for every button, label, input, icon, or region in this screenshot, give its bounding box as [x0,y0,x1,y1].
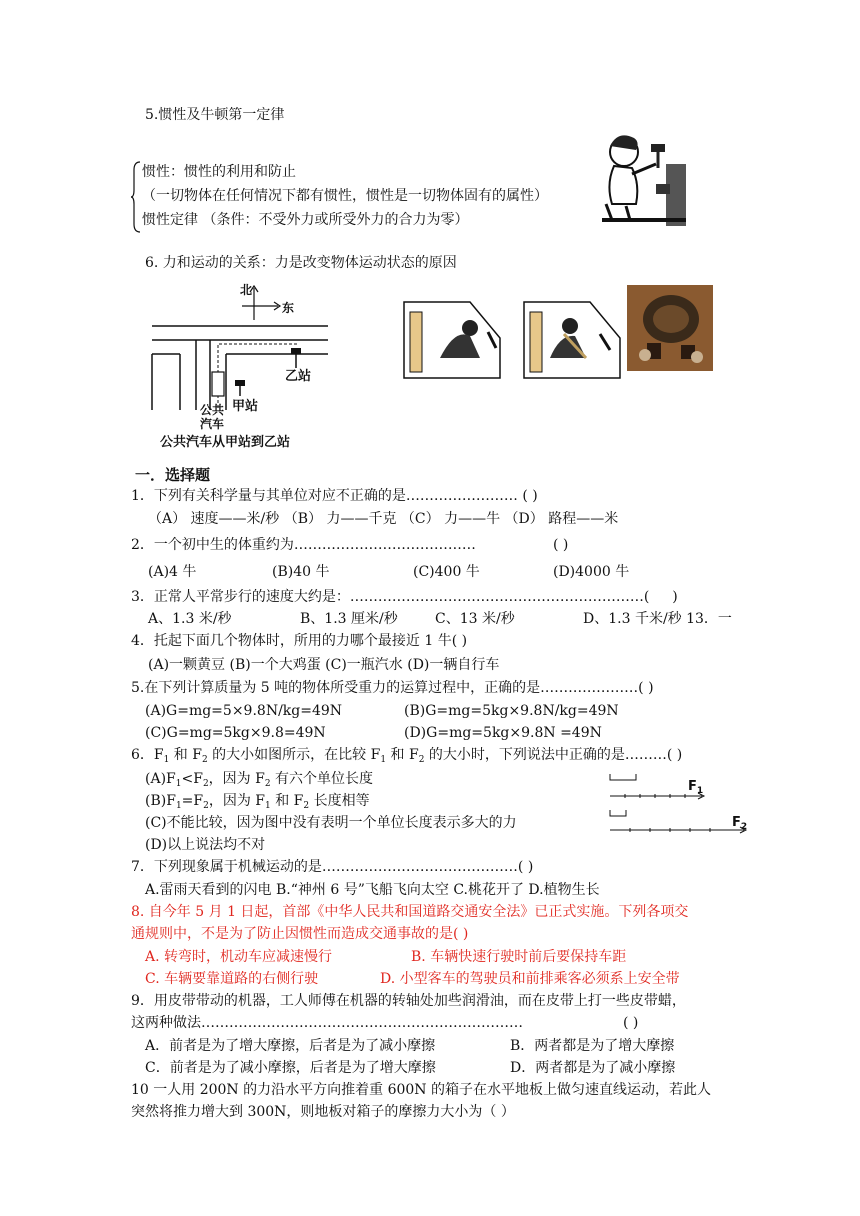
inertia-law-line: 惯性定律 （条件：不受外力或所受外力的合力为零） [142,212,469,228]
q10-stem-line2: 突然将推力增大到 300N，则地板对箱子的摩擦力大小为（ ） [131,1104,515,1120]
car-driver-illustration-1 [400,298,505,380]
east-label: 东 [282,301,295,315]
section6-heading: 6. 力和运动的关系：力是改变物体运动状态的原因 [145,255,457,271]
q3-option-b: B、1.3 厘米/秒 [300,611,398,627]
q9-stem-line1: 9．用皮带带动的机器，工人师傅在机器的转轴处加些润滑油，而在皮带上打一些皮带蜡， [131,993,686,1009]
q6-stem: 6．$F_1$ 和 $F_2$ 的大小如图所示，在比较 $F_1$ 和 $F_2$ 的大小时，下列说法中正确的是………( ) [131,747,683,765]
q5-option-a: (A)G=mg=5×9.8N/kg=49N [145,703,343,719]
q5-option-d: (D)G=mg=5kg×9.8N =49N [404,725,602,741]
q3-option-d: D、1.3 千米/秒 13．一 [583,611,732,627]
north-label: 北 [240,283,253,297]
q5-option-c: (C)G=mg=5kg×9.8=49N [145,725,326,741]
q7-stem: 7．下列现象属于机械运动的是……………………………………( ) [131,859,534,875]
crash-test-photo [627,285,713,371]
q9-option-c: C．前者是为了减小摩擦，后者是为了增大摩擦 [145,1060,436,1076]
q8-option-d: D. 小型客车的驾驶员和前排乘客必须系上安全带 [380,971,680,987]
q1-stem: 1．下列有关科学量与其单位对应不正确的是…………………… ( ) [131,488,538,504]
q8-option-b: B. 车辆快速行驶时前后要保持车距 [411,949,627,965]
q8-stem-line1: 8. 自今年 5 月 1 日起，首部《中华人民共和国道路交通安全法》已正式实施。下列各项交 [131,904,689,920]
bus-label-2: 汽车 [200,417,225,431]
q1-options: （A） 速度——米/秒 （B） 力——千克 （C） 力——牛 （D） 路程——米 [148,511,619,527]
bus-route-map [150,280,330,452]
q4-stem: 4．托起下面几个物体时，所用的力哪个最接近 1 牛( ) [131,633,468,649]
boy-hammer-illustration [596,124,688,230]
q5-stem: 5.在下列计算质量为 5 吨的物体所受重力的运算过程中，正确的是…………………( ) [131,680,654,696]
bus-label: 公共 [200,403,225,417]
q6-option-c: (C)不能比较，因为图中没有表明一个单位长度表示多大的力 [145,815,517,831]
q3-stem: 3．正常人平常步行的速度大约是：………………………………………………………( ) [131,589,678,605]
q2-paren: ( ) [553,537,569,553]
q2-option-c: (C)400 牛 [413,564,480,580]
q7-options: A.雷雨天看到的闪电 B.“神州 6 号”飞船飞向太空 C.桃花开了 D.植物生长 [145,882,600,898]
station-a-label: 甲站 [232,399,259,414]
part-title: 一．选择题 [135,466,211,484]
q6-option-a: $(A)F_1<F_2$，因为 $F_2$ 有六个单位长度 [145,771,374,789]
section5-heading: 5.惯性及牛顿第一定律 [145,107,285,123]
force-arrows-diagram [606,770,752,836]
q2-option-b: (B)40 牛 [272,564,330,580]
car-driver-illustration-2 [520,298,625,380]
q5-option-b: (B)G=mg=5kg×9.8N/kg=49N [404,703,619,719]
q8-option-a: A. 转弯时，机动车应减速慢行 [145,949,333,965]
q2-option-a: (A)4 牛 [148,564,197,580]
q6-option-b: $(B)F_1=F_2$，因为 $F_1$ 和 $F_2$ 长度相等 [145,793,370,811]
map-caption: 公共汽车从甲站到乙站 [160,435,291,450]
inertia-line: 惯性：惯性的利用和防止 [142,164,296,180]
q9-option-b: B．两者都是为了增大摩擦 [510,1038,675,1054]
q6-option-d: (D)以上说法均不对 [145,837,266,853]
curly-brace-icon [130,160,142,234]
q9-paren: ( ) [623,1015,639,1031]
q3-option-a: A、1.3 米/秒 [148,611,232,627]
q2-option-d: (D)4000 牛 [553,564,630,580]
f2-label: $F_2$ [732,815,748,832]
q10-stem-line1: 10 一人用 200N 的力沿水平方向推着重 600N 的箱子在水平地板上做匀速直线运动，若此人 [131,1082,712,1098]
q3-option-c: C、13 米/秒 [435,611,515,627]
q8-option-c: C. 车辆要靠道路的右侧行驶 [145,971,319,987]
q9-option-a: A．前者是为了增大摩擦，后者是为了减小摩擦 [145,1038,436,1054]
q9-option-d: D．两者都是为了减小摩擦 [510,1060,676,1076]
q8-stem-line2: 通规则中，不是为了防止因惯性而造成交通事故的是( ) [131,926,469,942]
q2-stem: 2．一个初中生的体重约为………………………………… [131,537,476,553]
station-b-label: 乙站 [285,369,312,384]
q4-options: (A)一颗黄豆 (B)一个大鸡蛋 (C)一瓶汽水 (D)一辆自行车 [148,657,500,673]
inertia-note: （一切物体在任何情况下都有惯性，惯性是一切物体固有的属性） [142,188,548,204]
q9-stem-line2: 这两种做法…………………………………………………………… [131,1015,523,1031]
f1-label: $F_1$ [688,779,704,796]
